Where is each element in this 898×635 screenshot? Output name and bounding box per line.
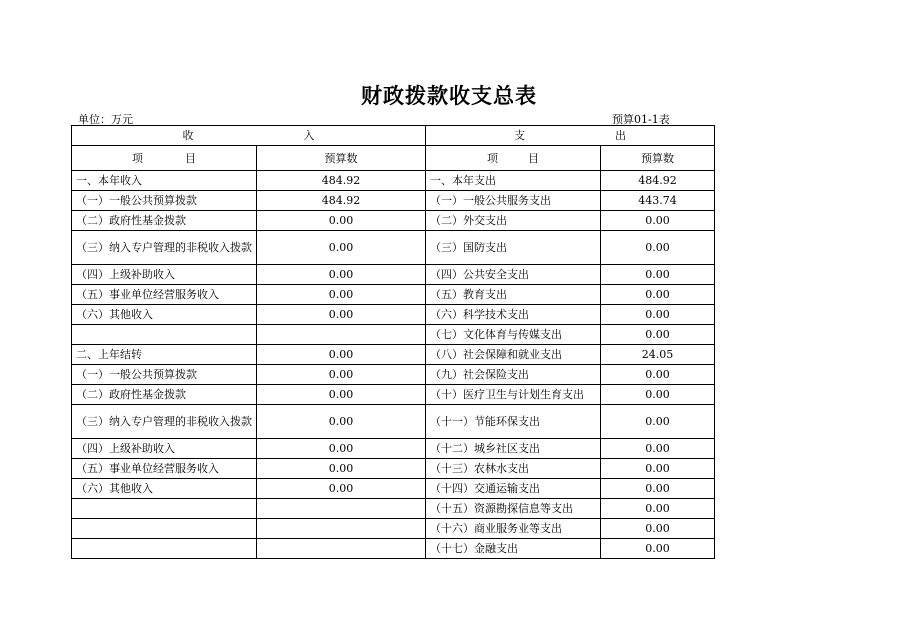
income-item-cell	[72, 519, 257, 539]
page-title: 财政拨款收支总表	[361, 83, 537, 108]
income-item-cell: （六）其他收入	[72, 479, 257, 499]
table-row	[72, 345, 715, 365]
expense-item-cell: （二）外交支出	[426, 211, 601, 231]
expense-item-cell: （八）社会保障和就业支出	[426, 345, 601, 365]
table-row	[72, 385, 715, 405]
budget-table	[71, 125, 715, 559]
expense-item-cell: （五）教育支出	[426, 285, 601, 305]
income-item-cell: （四）上级补助收入	[72, 265, 257, 285]
income-value-cell: 0.00	[257, 439, 426, 459]
expense-value-cell: 0.00	[601, 405, 715, 439]
expense-value-cell: 0.00	[601, 459, 715, 479]
item-char1: 项	[132, 151, 143, 165]
item-char2: 目	[185, 151, 196, 165]
income-item-cell: （二）政府性基金拨款	[72, 385, 257, 405]
expense-header-char2: 出	[615, 129, 626, 142]
expense-value-cell: 0.00	[601, 365, 715, 385]
table-row	[72, 405, 715, 439]
table-row	[72, 171, 715, 191]
expense-item-cell: （六）科学技术支出	[426, 305, 601, 325]
income-value-cell: 0.00	[257, 385, 426, 405]
income-item-col-header	[72, 146, 257, 171]
expense-item-cell: （十二）城乡社区支出	[426, 439, 601, 459]
expense-item-cell: （四）公共安全支出	[426, 265, 601, 285]
income-item-cell: （三）纳入专户管理的非税收入拨款	[72, 405, 257, 439]
income-item-cell: 一、本年收入	[72, 171, 257, 191]
income-value-cell: 0.00	[257, 211, 426, 231]
expense-item-col-header	[426, 146, 601, 171]
income-item-cell	[72, 325, 257, 345]
table-row	[72, 499, 715, 519]
expense-value-cell: 0.00	[601, 325, 715, 345]
expense-value-cell: 0.00	[601, 385, 715, 405]
expense-item-cell: （七）文化体育与传媒支出	[426, 325, 601, 345]
expense-value-cell: 24.05	[601, 345, 715, 365]
income-item-cell: （五）事业单位经营服务收入	[72, 459, 257, 479]
expense-item-cell: 一、本年支出	[426, 171, 601, 191]
income-value-cell: 0.00	[257, 285, 426, 305]
income-value-cell: 0.00	[257, 265, 426, 285]
expense-item-cell: （三）国防支出	[426, 231, 601, 265]
income-header-char1: 收	[182, 129, 194, 142]
income-item-cell: 二、上年结转	[72, 345, 257, 365]
income-value-cell: 0.00	[257, 459, 426, 479]
income-item-cell: （五）事业单位经营服务收入	[72, 285, 257, 305]
table-row	[72, 519, 715, 539]
expense-item-cell: （十五）资源勘探信息等支出	[426, 499, 601, 519]
subheader-row	[72, 146, 715, 171]
table-row	[72, 231, 715, 265]
income-item-cell: （二）政府性基金拨款	[72, 211, 257, 231]
table-row	[72, 305, 715, 325]
expense-value-cell: 0.00	[601, 539, 715, 559]
income-value-cell	[257, 325, 426, 345]
income-item-cell: （一）一般公共预算拨款	[72, 191, 257, 211]
unit-label: 单位：万元	[78, 113, 133, 126]
income-header	[72, 126, 426, 146]
expense-item-cell: （十四）交通运输支出	[426, 479, 601, 499]
expense-item-cell: （十）医疗卫生与计划生育支出	[426, 385, 601, 405]
income-value-cell	[257, 539, 426, 559]
expense-budget-col-header: 预算数	[601, 146, 715, 171]
expense-value-cell: 0.00	[601, 285, 715, 305]
income-item-cell	[72, 539, 257, 559]
table-row	[72, 365, 715, 385]
expense-item-cell: （九）社会保险支出	[426, 365, 601, 385]
expense-value-cell: 0.00	[601, 231, 715, 265]
income-item-cell	[72, 499, 257, 519]
income-value-cell	[257, 499, 426, 519]
income-value-cell: 0.00	[257, 345, 426, 365]
income-item-cell: （一）一般公共预算拨款	[72, 365, 257, 385]
table-row	[72, 285, 715, 305]
table-row	[72, 479, 715, 499]
income-value-cell: 0.00	[257, 405, 426, 439]
expense-value-cell: 0.00	[601, 439, 715, 459]
income-value-cell: 484.92	[257, 191, 426, 211]
table-row	[72, 211, 715, 231]
expense-value-cell: 0.00	[601, 499, 715, 519]
header-row	[72, 126, 715, 146]
income-item-cell: （三）纳入专户管理的非税收入拨款	[72, 231, 257, 265]
income-value-cell: 0.00	[257, 305, 426, 325]
table-row	[72, 439, 715, 459]
income-value-cell: 484.92	[257, 171, 426, 191]
expense-value-cell: 0.00	[601, 479, 715, 499]
table-row	[72, 539, 715, 559]
income-budget-col-header: 预算数	[257, 146, 426, 171]
expense-value-cell: 484.92	[601, 171, 715, 191]
expense-item-cell: （十一）节能环保支出	[426, 405, 601, 439]
income-value-cell	[257, 519, 426, 539]
income-value-cell: 0.00	[257, 479, 426, 499]
expense-item-cell: （十六）商业服务业等支出	[426, 519, 601, 539]
income-item-cell: （四）上级补助收入	[72, 439, 257, 459]
table-row	[72, 459, 715, 479]
expense-item-cell: （一）一般公共服务支出	[426, 191, 601, 211]
income-value-cell: 0.00	[257, 365, 426, 385]
table-code: 预算01-1表	[612, 113, 670, 126]
item-char1b: 项	[487, 151, 498, 165]
expense-header-char1: 支	[514, 129, 525, 142]
expense-item-cell: （十三）农林水支出	[426, 459, 601, 479]
expense-value-cell: 0.00	[601, 211, 715, 231]
expense-value-cell: 0.00	[601, 519, 715, 539]
income-item-cell: （六）其他收入	[72, 305, 257, 325]
income-header-char2: 入	[303, 129, 315, 142]
item-char2b: 目	[528, 151, 539, 165]
expense-header	[426, 126, 715, 146]
expense-value-cell: 443.74	[601, 191, 715, 211]
expense-item-cell: （十七）金融支出	[426, 539, 601, 559]
expense-value-cell: 0.00	[601, 265, 715, 285]
expense-value-cell: 0.00	[601, 305, 715, 325]
income-value-cell: 0.00	[257, 231, 426, 265]
table-row	[72, 265, 715, 285]
table-row	[72, 191, 715, 211]
table-row	[72, 325, 715, 345]
